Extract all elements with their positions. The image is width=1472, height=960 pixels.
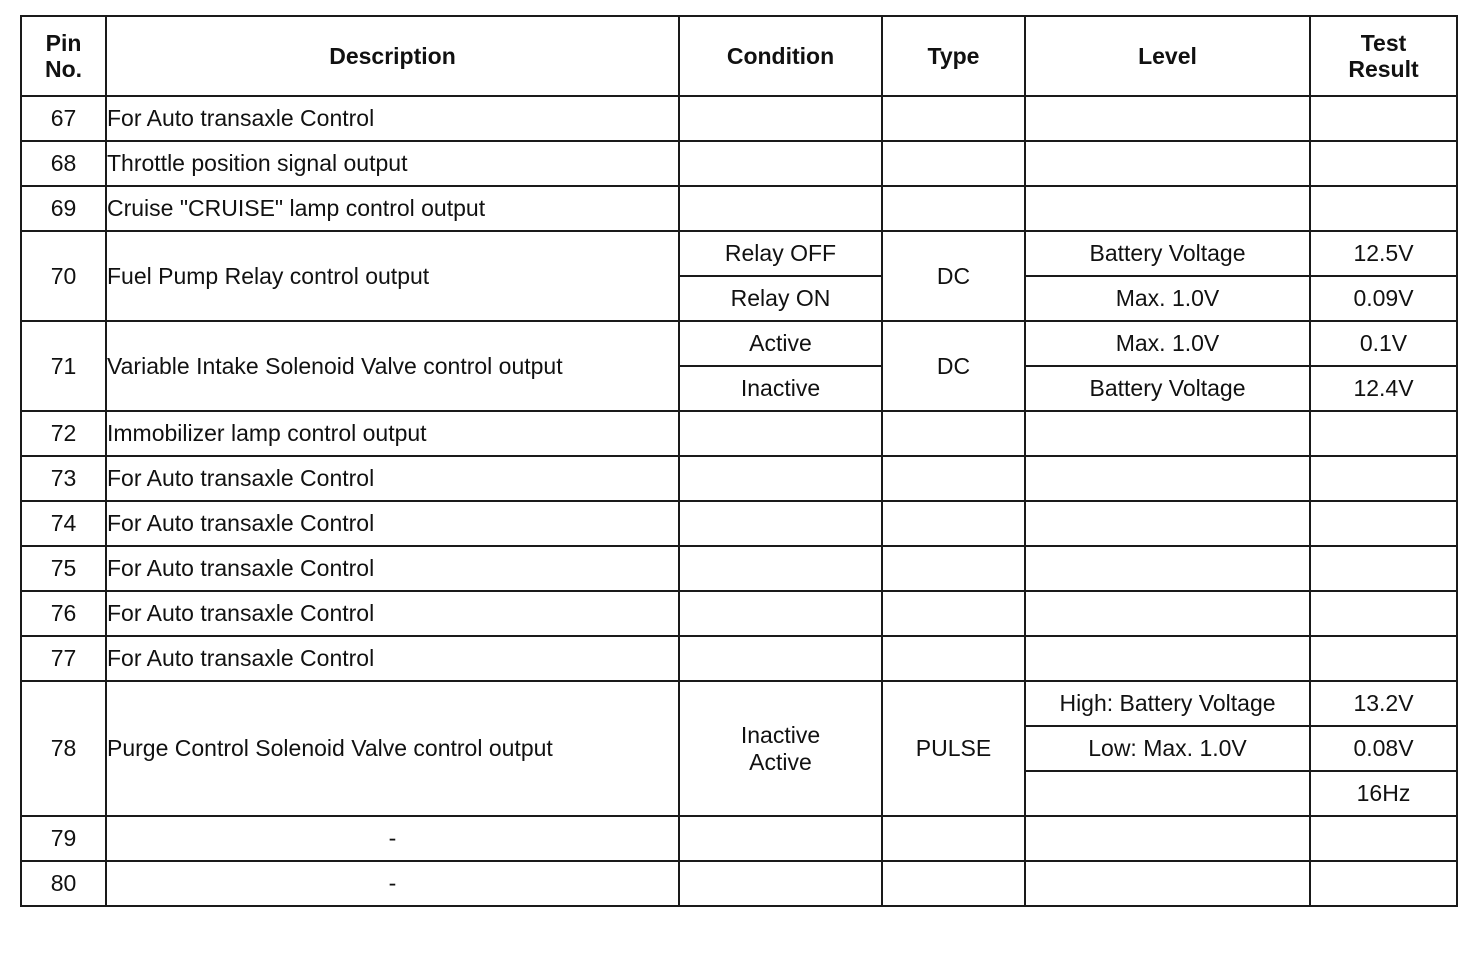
pin-number: 72 <box>21 411 106 456</box>
pin-number: 80 <box>21 861 106 906</box>
type-cell <box>882 186 1025 231</box>
result-cell: 0.09V <box>1310 276 1457 321</box>
pin-description: For Auto transaxle Control <box>106 456 679 501</box>
column-header-description: Description <box>106 16 679 96</box>
pin-number: 77 <box>21 636 106 681</box>
type-cell <box>882 501 1025 546</box>
header-row <box>21 16 1457 96</box>
level-cell: Battery Voltage <box>1025 231 1310 276</box>
level-cell <box>1025 456 1310 501</box>
pin-description: Cruise "CRUISE" lamp control output <box>106 186 679 231</box>
type-cell <box>882 546 1025 591</box>
condition-cell: Relay OFF <box>679 231 882 276</box>
result-cell: 0.1V <box>1310 321 1457 366</box>
result-cell: 16Hz <box>1310 771 1457 816</box>
type-cell <box>882 141 1025 186</box>
level-cell <box>1025 861 1310 906</box>
table-row <box>21 636 1457 681</box>
type-cell <box>882 816 1025 861</box>
pin-header-line-2: No. <box>44 56 83 82</box>
pin-number: 74 <box>21 501 106 546</box>
condition-cell <box>679 501 882 546</box>
type-cell <box>882 591 1025 636</box>
result-cell <box>1310 861 1457 906</box>
result-header-line-2: Result <box>1348 56 1419 82</box>
level-cell <box>1025 186 1310 231</box>
column-header-level: Level <box>1025 16 1310 96</box>
result-cell <box>1310 186 1457 231</box>
pin-number: 78 <box>21 681 106 816</box>
pin-description: Variable Intake Solenoid Valve control output <box>106 321 679 411</box>
type-cell: PULSE <box>882 681 1025 816</box>
level-cell: Battery Voltage <box>1025 366 1310 411</box>
result-cell <box>1310 141 1457 186</box>
table-row <box>21 411 1457 456</box>
condition-cell <box>679 681 882 816</box>
condition-cell: Inactive <box>679 366 882 411</box>
level-cell: High: Battery Voltage <box>1025 681 1310 726</box>
level-cell <box>1025 591 1310 636</box>
type-cell <box>882 96 1025 141</box>
type-cell <box>882 411 1025 456</box>
result-cell <box>1310 591 1457 636</box>
pin-number: 70 <box>21 231 106 321</box>
level-cell: Max. 1.0V <box>1025 276 1310 321</box>
result-cell <box>1310 816 1457 861</box>
table-row <box>21 96 1457 141</box>
table-row <box>21 861 1457 906</box>
pin-number: 79 <box>21 816 106 861</box>
condition-cell <box>679 96 882 141</box>
pin-number: 73 <box>21 456 106 501</box>
level-cell <box>1025 141 1310 186</box>
result-cell <box>1310 456 1457 501</box>
pin-description: Throttle position signal output <box>106 141 679 186</box>
table-row <box>21 321 1457 366</box>
level-cell <box>1025 501 1310 546</box>
column-header-type: Type <box>882 16 1025 96</box>
table-row <box>21 591 1457 636</box>
pin-description: Immobilizer lamp control output <box>106 411 679 456</box>
type-cell <box>882 636 1025 681</box>
table-row <box>21 546 1457 591</box>
result-cell <box>1310 411 1457 456</box>
pin-description: For Auto transaxle Control <box>106 636 679 681</box>
level-cell <box>1025 816 1310 861</box>
pin-test-table <box>20 15 1458 907</box>
pin-number: 67 <box>21 96 106 141</box>
column-header-pin <box>21 16 106 96</box>
condition-cell <box>679 816 882 861</box>
condition-line-1: Inactive <box>740 722 821 749</box>
pin-number: 76 <box>21 591 106 636</box>
table-row <box>21 816 1457 861</box>
table-row <box>21 231 1457 276</box>
pin-number: 68 <box>21 141 106 186</box>
level-cell <box>1025 636 1310 681</box>
pin-description: - <box>106 816 679 861</box>
table-row <box>21 681 1457 726</box>
condition-cell <box>679 186 882 231</box>
condition-line-2: Active <box>749 748 812 775</box>
condition-cell <box>679 546 882 591</box>
level-cell: Low: Max. 1.0V <box>1025 726 1310 771</box>
level-cell <box>1025 411 1310 456</box>
level-cell <box>1025 96 1310 141</box>
pin-number: 71 <box>21 321 106 411</box>
pin-description: - <box>106 861 679 906</box>
pin-description: Purge Control Solenoid Valve control output <box>106 681 679 816</box>
condition-cell: Relay ON <box>679 276 882 321</box>
level-cell <box>1025 546 1310 591</box>
level-cell <box>1025 771 1310 816</box>
pin-header-line-1: Pin <box>45 29 82 56</box>
condition-cell <box>679 456 882 501</box>
table-row <box>21 141 1457 186</box>
pin-description: Fuel Pump Relay control output <box>106 231 679 321</box>
condition-cell <box>679 636 882 681</box>
pin-description: For Auto transaxle Control <box>106 96 679 141</box>
type-cell <box>882 861 1025 906</box>
result-cell: 13.2V <box>1310 681 1457 726</box>
result-cell <box>1310 636 1457 681</box>
result-cell <box>1310 501 1457 546</box>
level-cell: Max. 1.0V <box>1025 321 1310 366</box>
condition-cell <box>679 141 882 186</box>
result-header-line-1: Test <box>1360 29 1407 56</box>
column-header-condition: Condition <box>679 16 882 96</box>
type-cell: DC <box>882 321 1025 411</box>
result-cell <box>1310 546 1457 591</box>
pin-number: 69 <box>21 186 106 231</box>
table-row <box>21 186 1457 231</box>
condition-cell <box>679 591 882 636</box>
column-header-test-result <box>1310 16 1457 96</box>
result-cell: 12.4V <box>1310 366 1457 411</box>
result-cell <box>1310 96 1457 141</box>
table-row <box>21 456 1457 501</box>
result-cell: 0.08V <box>1310 726 1457 771</box>
type-cell <box>882 456 1025 501</box>
type-cell: DC <box>882 231 1025 321</box>
pin-description: For Auto transaxle Control <box>106 591 679 636</box>
pin-description: For Auto transaxle Control <box>106 546 679 591</box>
condition-cell <box>679 861 882 906</box>
table-row <box>21 501 1457 546</box>
result-cell: 12.5V <box>1310 231 1457 276</box>
pin-number: 75 <box>21 546 106 591</box>
condition-cell: Active <box>679 321 882 366</box>
condition-cell <box>679 411 882 456</box>
pin-description: For Auto transaxle Control <box>106 501 679 546</box>
